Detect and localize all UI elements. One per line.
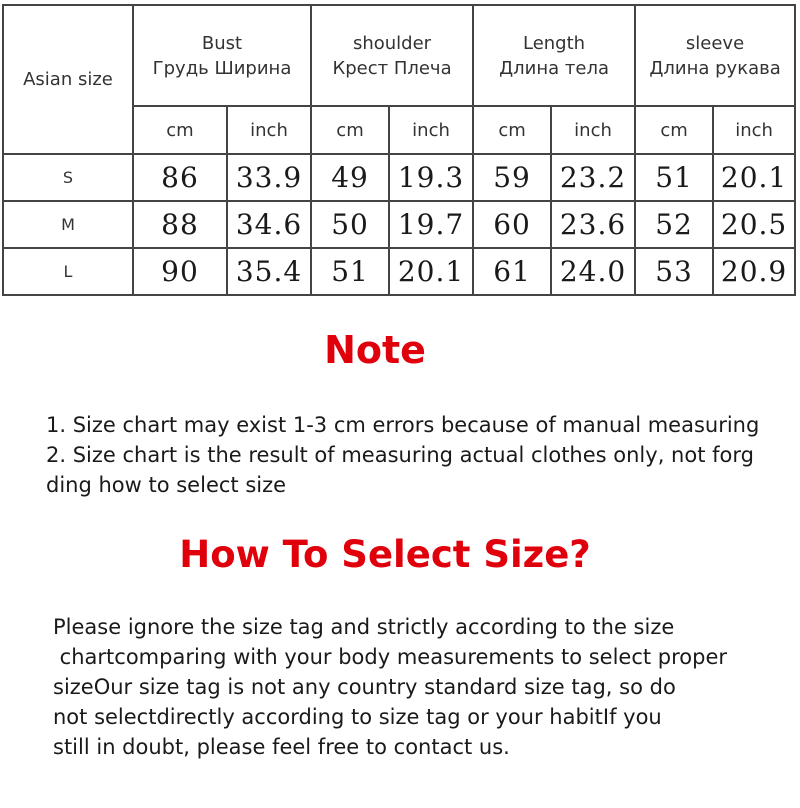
- group-header-bust: [133, 5, 311, 106]
- size-chart-table: [2, 4, 796, 296]
- note-line: 1. Size chart may exist 1-3 cm errors because of manual measuring: [46, 413, 760, 437]
- header-row: [3, 5, 795, 106]
- value-cell: 20.9: [713, 248, 795, 295]
- value-cell: 52: [635, 201, 713, 248]
- value-cell: 19.3: [389, 154, 473, 201]
- group-header-translation: Длина рукава: [649, 57, 781, 79]
- value-cell: 50: [311, 201, 389, 248]
- group-header-label: sleeve: [685, 32, 745, 54]
- size-cell: M: [3, 201, 133, 248]
- value-cell: 59: [473, 154, 551, 201]
- value-cell: 20.1: [713, 154, 795, 201]
- howto-line: not selectdirectly according to size tag or your habitIf you: [53, 705, 662, 729]
- value-cell: 86: [133, 154, 227, 201]
- value-cell: 23.2: [551, 154, 635, 201]
- size-cell: S: [3, 154, 133, 201]
- value-cell: 23.6: [551, 201, 635, 248]
- value-cell: 61: [473, 248, 551, 295]
- note-line: 2. Size chart is the result of measuring actual clothes only, not forg: [46, 443, 754, 467]
- unit-header: inch: [389, 106, 473, 154]
- value-cell: 49: [311, 154, 389, 201]
- group-header-label: shoulder: [352, 32, 432, 54]
- group-header-label: Length: [522, 32, 586, 54]
- value-cell: 20.1: [389, 248, 473, 295]
- value-cell: 34.6: [227, 201, 311, 248]
- group-header-sleeve: [635, 5, 795, 106]
- corner-header: Asian size: [3, 5, 133, 154]
- group-header-label: Bust: [201, 32, 243, 54]
- value-cell: 24.0: [551, 248, 635, 295]
- howto-line: Please ignore the size tag and strictly according to the size: [53, 615, 675, 639]
- unit-header: cm: [635, 106, 713, 154]
- value-cell: 35.4: [227, 248, 311, 295]
- value-cell: 33.9: [227, 154, 311, 201]
- note-line: ding how to select size: [46, 473, 287, 497]
- value-cell: 19.7: [389, 201, 473, 248]
- unit-header: inch: [551, 106, 635, 154]
- table-row-l: [3, 248, 795, 295]
- note-text: [46, 410, 800, 500]
- unit-header: cm: [133, 106, 227, 154]
- unit-header: cm: [311, 106, 389, 154]
- group-header-translation: Длина тела: [499, 57, 609, 79]
- size-cell: L: [3, 248, 133, 295]
- table-row-m: [3, 201, 795, 248]
- value-cell: 51: [311, 248, 389, 295]
- value-cell: 51: [635, 154, 713, 201]
- group-header-translation: Крест Плеча: [332, 57, 452, 79]
- unit-header: inch: [713, 106, 795, 154]
- group-header-length: [473, 5, 635, 106]
- howto-line: still in doubt, please feel free to contact us.: [53, 735, 510, 759]
- value-cell: 60: [473, 201, 551, 248]
- value-cell: 88: [133, 201, 227, 248]
- value-cell: 53: [635, 248, 713, 295]
- how-to-select-text: [53, 612, 793, 762]
- how-to-select-heading: How To Select Size?: [179, 533, 591, 576]
- group-header-translation: Грудь Ширина: [152, 57, 292, 79]
- unit-header: inch: [227, 106, 311, 154]
- note-heading: Note: [324, 328, 426, 372]
- value-cell: 20.5: [713, 201, 795, 248]
- unit-header: cm: [473, 106, 551, 154]
- table-row-s: [3, 154, 795, 201]
- howto-line: sizeOur size tag is not any country standard size tag, so do: [53, 675, 676, 699]
- group-header-shoulder: [311, 5, 473, 106]
- howto-line: chartcomparing with your body measurements to select proper: [53, 645, 728, 669]
- value-cell: 90: [133, 248, 227, 295]
